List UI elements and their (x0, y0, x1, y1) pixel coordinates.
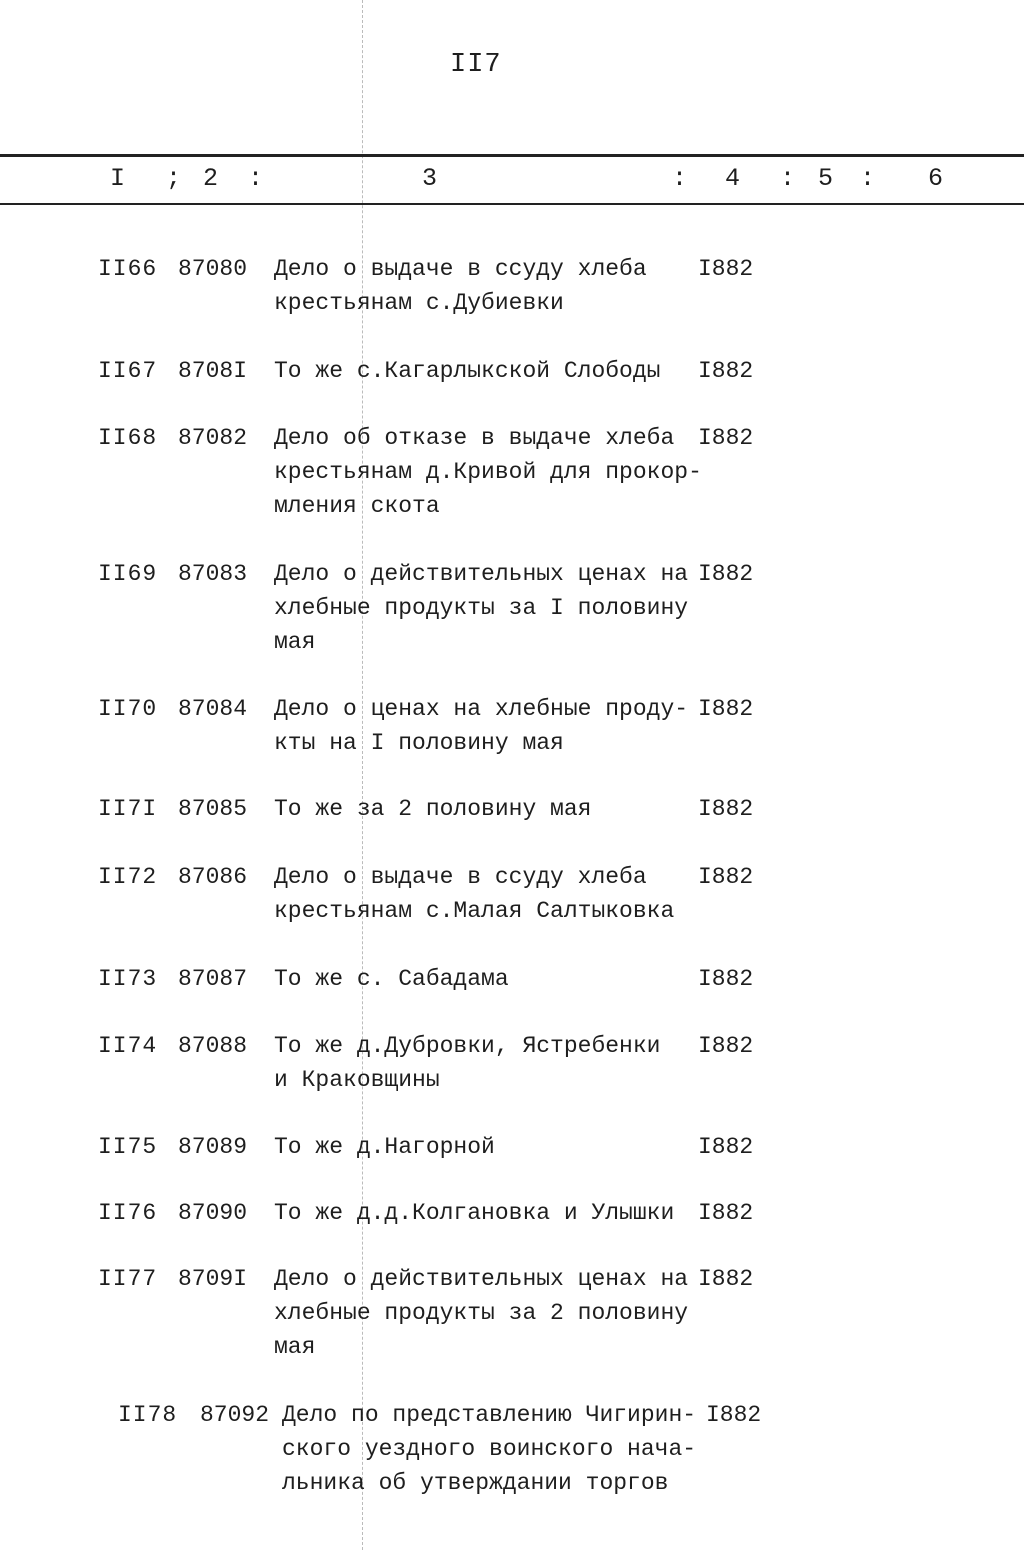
entry-number: II68 (98, 425, 158, 451)
entry-number: II78 (118, 1402, 178, 1428)
column-header-separator: : (248, 164, 264, 193)
entry-number: II69 (98, 561, 158, 587)
entry-title: То же д.Нагорной (274, 1134, 495, 1160)
entry-code: 8709I (178, 1266, 248, 1292)
column-header-5: 5 (818, 164, 834, 193)
entry-year: I882 (698, 561, 754, 587)
entry-code: 87082 (178, 425, 248, 451)
entry-code: 87088 (178, 1033, 248, 1059)
entry-year: I882 (698, 864, 754, 890)
entry-title: Дело о ценах на хлебные проду- кты на I половину мая (274, 696, 689, 756)
entry-code: 87090 (178, 1200, 248, 1226)
entry-number: II74 (98, 1033, 158, 1059)
header-top-rule (0, 154, 1024, 157)
entry-code: 87089 (178, 1134, 248, 1160)
entry-number: II7I (98, 796, 158, 822)
column-header-2: 2 (203, 164, 219, 193)
entry-code: 87087 (178, 966, 248, 992)
entry-title: Дело по представлению Чигирин- ского уездного воинского нача- льника об утверждании торгов (282, 1402, 697, 1496)
column-header-separator: : (672, 164, 688, 193)
entry-title: Дело о действительных ценах на хлебные продукты за I половину мая (274, 561, 689, 655)
entry-number: II75 (98, 1134, 158, 1160)
entry-year: I882 (698, 1134, 754, 1160)
column-header-3: 3 (422, 164, 438, 193)
entry-title: То же за 2 половину мая (274, 796, 592, 822)
header-bottom-rule (0, 203, 1024, 205)
entry-number: II70 (98, 696, 158, 722)
entry-title: То же с. Сабадама (274, 966, 509, 992)
entry-title: Дело о выдаче в ссуду хлеба крестьянам с.Дубиевки (274, 256, 647, 316)
entry-year: I882 (698, 796, 754, 822)
entry-code: 87085 (178, 796, 248, 822)
entry-title: Дело о выдаче в ссуду хлеба крестьянам с.Малая Салтыковка (274, 864, 675, 924)
entry-number: II77 (98, 1266, 158, 1292)
entry-title: То же д.Дубровки, Ястребенки и Краковщины (274, 1033, 661, 1093)
column-header-separator: ; (166, 164, 182, 193)
entry-code: 87092 (200, 1402, 270, 1428)
column-header-6: 6 (928, 164, 944, 193)
column-header-1: I (110, 164, 126, 193)
entry-year: I882 (698, 256, 754, 282)
entry-number: II73 (98, 966, 158, 992)
page-number: II7 (450, 50, 502, 80)
entry-year: I882 (698, 966, 754, 992)
entry-year: I882 (698, 1200, 754, 1226)
entry-year: I882 (698, 1033, 754, 1059)
entry-code: 87086 (178, 864, 248, 890)
column-header-separator: : (780, 164, 796, 193)
entry-year: I882 (698, 1266, 754, 1292)
entry-title: Дело о действительных ценах на хлебные продукты за 2 половину мая (274, 1266, 689, 1360)
entry-number: II72 (98, 864, 158, 890)
entry-year: I882 (698, 358, 754, 384)
entry-year: I882 (706, 1402, 762, 1428)
entry-title: То же с.Кагарлыкской Слободы (274, 358, 661, 384)
column-header-4: 4 (725, 164, 741, 193)
entry-code: 87084 (178, 696, 248, 722)
entry-number: II67 (98, 358, 158, 384)
entry-year: I882 (698, 425, 754, 451)
entry-code: 87083 (178, 561, 248, 587)
entry-title: Дело об отказе в выдаче хлеба крестьянам д.Кривой для прокор- мления скота (274, 425, 702, 519)
entry-number: II66 (98, 256, 158, 282)
entry-code: 8708I (178, 358, 248, 384)
entry-code: 87080 (178, 256, 248, 282)
entry-year: I882 (698, 696, 754, 722)
column-header-separator: : (860, 164, 876, 193)
entry-number: II76 (98, 1200, 158, 1226)
entry-title: То же д.д.Колгановка и Улышки (274, 1200, 675, 1226)
